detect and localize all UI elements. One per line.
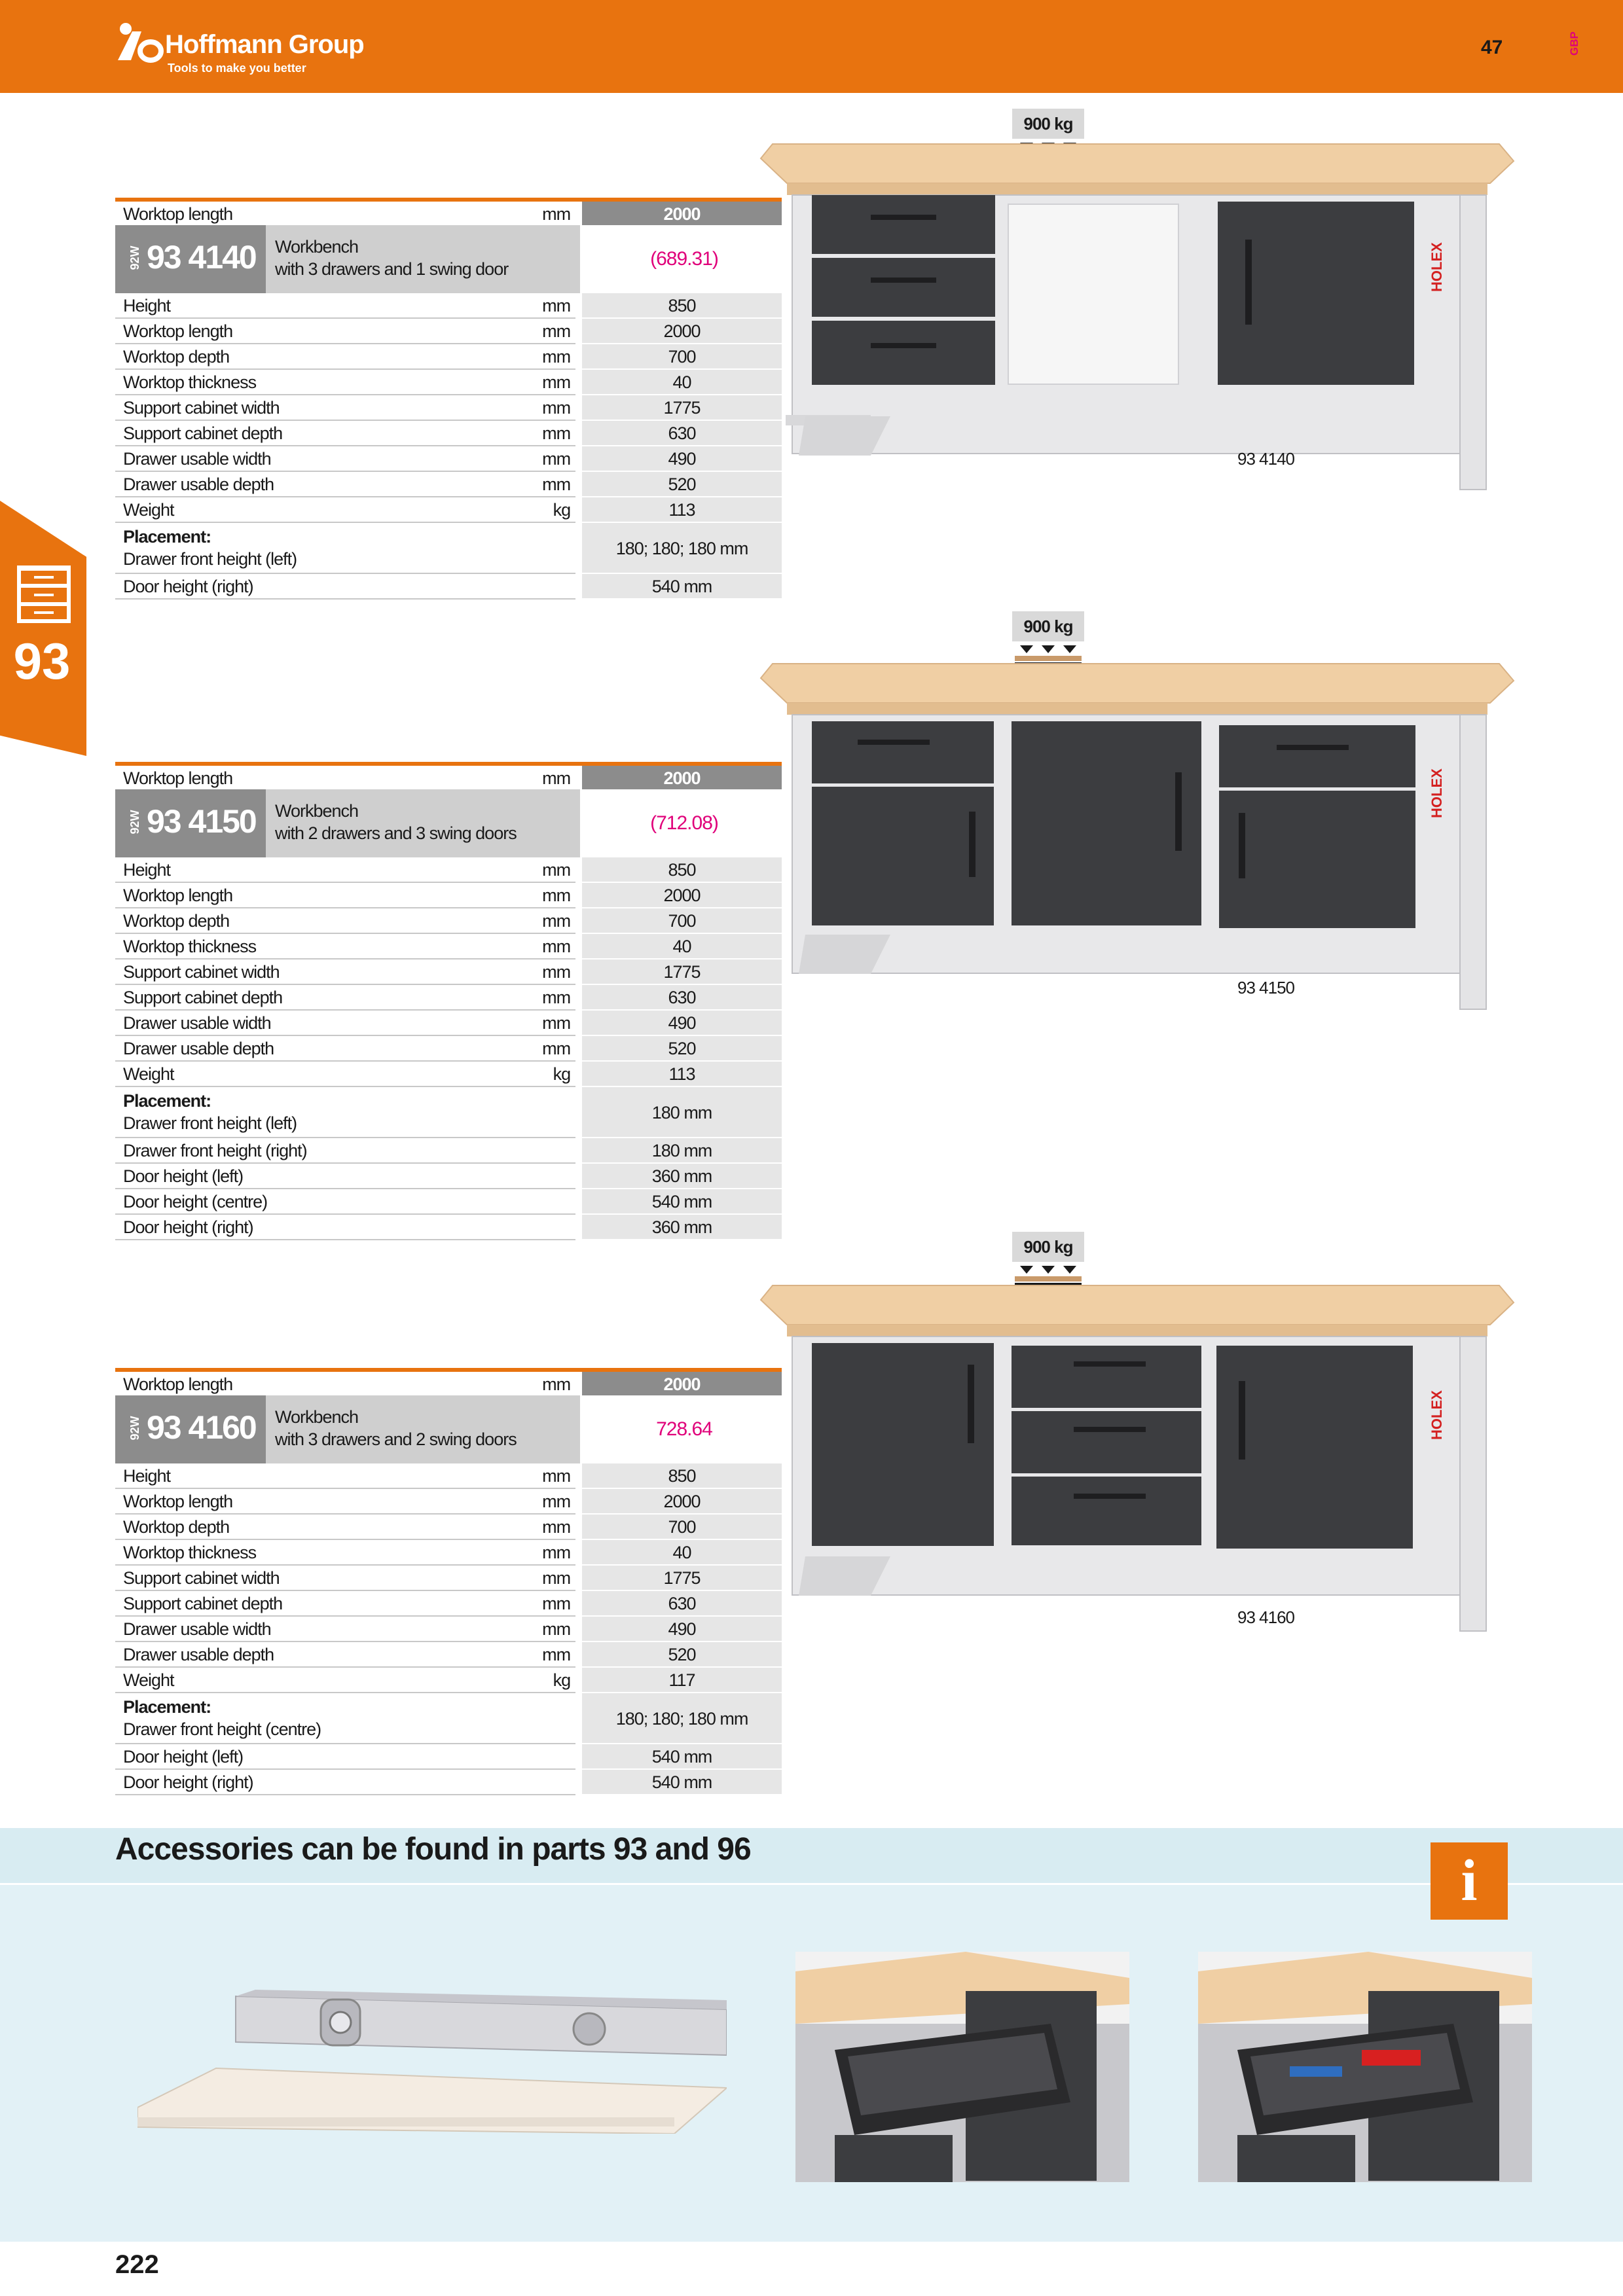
spec-unit: kg xyxy=(537,1062,575,1087)
placement-label xyxy=(115,523,537,574)
spec-label: Worktop depth xyxy=(115,908,537,934)
spec-unit: mm xyxy=(537,857,575,883)
drawer-cabinet-icon xyxy=(14,564,73,624)
item-number-block xyxy=(115,1395,266,1463)
holex-brand-mark: HOLEX xyxy=(1429,242,1445,292)
placement-heading: Placement: xyxy=(123,1697,211,1717)
placement-item-label: Door height (right) xyxy=(115,1215,537,1240)
placement-value: 540 mm xyxy=(582,1744,782,1770)
item-number[interactable]: 93 4160 xyxy=(147,1409,256,1446)
spec-label: Drawer usable depth xyxy=(115,472,537,497)
product-title: Workbench xyxy=(275,1407,359,1427)
image-label: 93 4140 xyxy=(1237,449,1294,469)
page-number-top: 47 xyxy=(1481,37,1503,58)
product-subtitle: with 3 drawers and 1 swing door xyxy=(275,259,509,279)
item-number-block xyxy=(115,225,266,293)
product-price: 728.64 xyxy=(580,1395,782,1463)
spec-value: 113 xyxy=(582,497,782,523)
load-capacity-value: 900 kg xyxy=(1012,109,1084,139)
spec-value: 117 xyxy=(582,1668,782,1693)
product-ident-row xyxy=(115,1395,782,1463)
spec-unit: mm xyxy=(537,344,575,370)
spec-unit xyxy=(537,1138,575,1164)
spec-unit: mm xyxy=(537,1515,575,1540)
spec-unit: mm xyxy=(537,1036,575,1062)
placement-value: 540 mm xyxy=(582,1770,782,1795)
spec-unit: mm xyxy=(537,766,575,789)
currency-label: GBP xyxy=(1568,31,1580,56)
product-table-934160 xyxy=(115,1368,782,1795)
spec-value: 520 xyxy=(582,1642,782,1668)
spec-value: 490 xyxy=(582,1011,782,1036)
spec-label: Worktop length xyxy=(115,202,537,225)
placement-value: 180; 180; 180 mm xyxy=(582,523,782,574)
spec-unit xyxy=(537,523,575,574)
spec-value: 2000 xyxy=(582,883,782,908)
spec-unit: mm xyxy=(537,395,575,421)
spec-unit: mm xyxy=(537,1540,575,1566)
spec-value: 1775 xyxy=(582,960,782,985)
spec-unit: kg xyxy=(537,497,575,523)
spec-unit: mm xyxy=(537,883,575,908)
spec-label: Height xyxy=(115,293,537,319)
spec-unit: mm xyxy=(537,1642,575,1668)
spec-unit xyxy=(537,1693,575,1744)
spec-value: 490 xyxy=(582,1617,782,1642)
spec-unit xyxy=(537,1744,575,1770)
spec-label: Drawer usable depth xyxy=(115,1036,537,1062)
placement-value: 360 mm xyxy=(582,1215,782,1240)
spec-label: Drawer usable width xyxy=(115,1617,537,1642)
section-number: 93 xyxy=(13,632,71,690)
product-title: Workbench xyxy=(275,237,359,257)
spec-label: Worktop length xyxy=(115,766,537,789)
spec-label: Drawer usable width xyxy=(115,446,537,472)
spec-label: Worktop length xyxy=(115,1372,537,1395)
spec-value: 40 xyxy=(582,370,782,395)
placement-item-label: Drawer front height (left) xyxy=(123,1113,297,1133)
spec-label: Support cabinet width xyxy=(115,395,537,421)
spec-value: 490 xyxy=(582,446,782,472)
spec-label: Worktop thickness xyxy=(115,934,537,960)
spec-label: Support cabinet depth xyxy=(115,985,537,1011)
spec-unit xyxy=(537,1087,575,1138)
placement-heading: Placement: xyxy=(123,527,211,547)
spec-value: 2000 xyxy=(582,1489,782,1515)
spec-unit: mm xyxy=(537,1617,575,1642)
spec-value: 850 xyxy=(582,293,782,319)
spec-value: 700 xyxy=(582,344,782,370)
spec-label: Support cabinet depth xyxy=(115,1591,537,1617)
spec-label: Support cabinet width xyxy=(115,1566,537,1591)
product-price: (712.08) xyxy=(580,789,782,857)
drawer-tools-photo-right xyxy=(1198,1952,1532,2182)
spec-value: 2000 xyxy=(582,766,782,789)
spec-value: 700 xyxy=(582,908,782,934)
spec-label: Weight xyxy=(115,1668,537,1693)
image-label: 93 4160 xyxy=(1237,1607,1294,1627)
hoffmann-logo-icon xyxy=(113,17,166,65)
spec-label: Support cabinet depth xyxy=(115,421,537,446)
page-number-bottom: 222 xyxy=(115,2250,159,2279)
product-table-934150 xyxy=(115,762,782,1240)
spec-unit: mm xyxy=(537,1372,575,1395)
placement-value: 180 mm xyxy=(582,1087,782,1138)
workbench-934150-image xyxy=(746,661,1522,1014)
code-prefix: 92W xyxy=(128,810,141,834)
brand-name: Hoffmann Group xyxy=(165,30,364,59)
placement-value: 180; 180; 180 mm xyxy=(582,1693,782,1744)
spec-label: Worktop length xyxy=(115,1489,537,1515)
placement-item-label: Door height (centre) xyxy=(115,1189,537,1215)
code-prefix: 92W xyxy=(128,1416,141,1441)
spec-label: Worktop depth xyxy=(115,1515,537,1540)
spec-label: Drawer usable width xyxy=(115,1011,537,1036)
worktop-length-header xyxy=(115,762,782,789)
item-number[interactable]: 93 4140 xyxy=(147,239,256,276)
spec-label: Worktop thickness xyxy=(115,370,537,395)
socket-strip-shelf-image xyxy=(137,1977,727,2134)
spec-label: Weight xyxy=(115,497,537,523)
spec-label: Worktop length xyxy=(115,883,537,908)
spec-unit: mm xyxy=(537,1566,575,1591)
placement-item-label: Drawer front height (left) xyxy=(123,549,297,569)
spec-unit xyxy=(537,1189,575,1215)
spec-value: 2000 xyxy=(582,202,782,225)
spec-value: 40 xyxy=(582,934,782,960)
drawer-tools-photo-left xyxy=(795,1952,1129,2182)
placement-value: 540 mm xyxy=(582,574,782,600)
product-price: (689.31) xyxy=(580,225,782,293)
page-header xyxy=(0,0,1623,93)
spec-unit: mm xyxy=(537,1011,575,1036)
placement-item-label: Drawer front height (centre) xyxy=(123,1719,321,1739)
spec-unit: mm xyxy=(537,908,575,934)
spec-value: 700 xyxy=(582,1515,782,1540)
hoffmann-logo[interactable] xyxy=(113,13,388,79)
placement-label xyxy=(115,1693,537,1744)
item-number-block xyxy=(115,789,266,857)
info-icon[interactable]: i xyxy=(1431,1842,1508,1920)
spec-unit xyxy=(537,1770,575,1795)
placement-value: 540 mm xyxy=(582,1189,782,1215)
spec-label: Worktop length xyxy=(115,319,537,344)
item-number[interactable]: 93 4150 xyxy=(147,803,256,840)
spec-unit xyxy=(537,574,575,600)
spec-unit: mm xyxy=(537,370,575,395)
section-tab[interactable] xyxy=(0,501,86,756)
spec-label: Worktop thickness xyxy=(115,1540,537,1566)
holex-brand-mark: HOLEX xyxy=(1429,768,1445,818)
spec-value: 630 xyxy=(582,1591,782,1617)
product-ident-row xyxy=(115,789,782,857)
spec-label: Height xyxy=(115,1463,537,1489)
spec-unit: mm xyxy=(537,319,575,344)
image-label: 93 4150 xyxy=(1237,978,1294,997)
spec-unit: mm xyxy=(537,1463,575,1489)
spec-label: Support cabinet width xyxy=(115,960,537,985)
workbench-934140-image xyxy=(746,141,1522,495)
spec-label: Height xyxy=(115,857,537,883)
placement-item-label: Door height (right) xyxy=(115,1770,537,1795)
spec-value: 630 xyxy=(582,985,782,1011)
product-subtitle: with 2 drawers and 3 swing doors xyxy=(275,823,517,843)
product-table-934140 xyxy=(115,198,782,600)
spec-label: Weight xyxy=(115,1062,537,1087)
placement-heading: Placement: xyxy=(123,1091,211,1111)
spec-value: 520 xyxy=(582,472,782,497)
spec-label: Drawer usable depth xyxy=(115,1642,537,1668)
spec-unit: mm xyxy=(537,960,575,985)
holex-brand-mark: HOLEX xyxy=(1429,1390,1445,1440)
spec-unit: mm xyxy=(537,985,575,1011)
spec-value: 1775 xyxy=(582,1566,782,1591)
product-description xyxy=(266,1395,574,1463)
product-subtitle: with 3 drawers and 2 swing doors xyxy=(275,1429,517,1449)
product-ident-row xyxy=(115,225,782,293)
product-description xyxy=(266,225,574,293)
spec-value: 520 xyxy=(582,1036,782,1062)
spec-unit: mm xyxy=(537,934,575,960)
product-description xyxy=(266,789,574,857)
spec-value: 40 xyxy=(582,1540,782,1566)
placement-item-label: Door height (left) xyxy=(115,1744,537,1770)
spec-value: 113 xyxy=(582,1062,782,1087)
placement-item-label: Door height (left) xyxy=(115,1164,537,1189)
workbench-934160-image xyxy=(746,1283,1522,1636)
load-capacity-value: 900 kg xyxy=(1012,611,1084,641)
placement-label xyxy=(115,1087,537,1138)
spec-unit: mm xyxy=(537,1489,575,1515)
spec-label: Worktop depth xyxy=(115,344,537,370)
placement-item-label: Drawer front height (right) xyxy=(115,1138,537,1164)
spec-unit: mm xyxy=(537,421,575,446)
load-capacity-value: 900 kg xyxy=(1012,1232,1084,1262)
placement-item-label: Door height (right) xyxy=(115,574,537,600)
brand-tagline: Tools to make you better xyxy=(168,62,306,75)
spec-value: 2000 xyxy=(582,1372,782,1395)
spec-unit: mm xyxy=(537,202,575,225)
accessories-note: Accessories can be found in parts 93 and 96 xyxy=(115,1832,751,1867)
spec-unit: mm xyxy=(537,446,575,472)
spec-value: 630 xyxy=(582,421,782,446)
placement-value: 180 mm xyxy=(582,1138,782,1164)
spec-value: 2000 xyxy=(582,319,782,344)
spec-unit xyxy=(537,1164,575,1189)
spec-unit xyxy=(537,1215,575,1240)
code-prefix: 92W xyxy=(128,245,141,270)
spec-unit: mm xyxy=(537,472,575,497)
placement-value: 360 mm xyxy=(582,1164,782,1189)
spec-unit: mm xyxy=(537,293,575,319)
spec-unit: kg xyxy=(537,1668,575,1693)
spec-value: 850 xyxy=(582,1463,782,1489)
spec-value: 1775 xyxy=(582,395,782,421)
product-title: Workbench xyxy=(275,801,359,821)
worktop-length-header xyxy=(115,1368,782,1395)
worktop-length-header xyxy=(115,198,782,225)
spec-value: 850 xyxy=(582,857,782,883)
spec-unit: mm xyxy=(537,1591,575,1617)
